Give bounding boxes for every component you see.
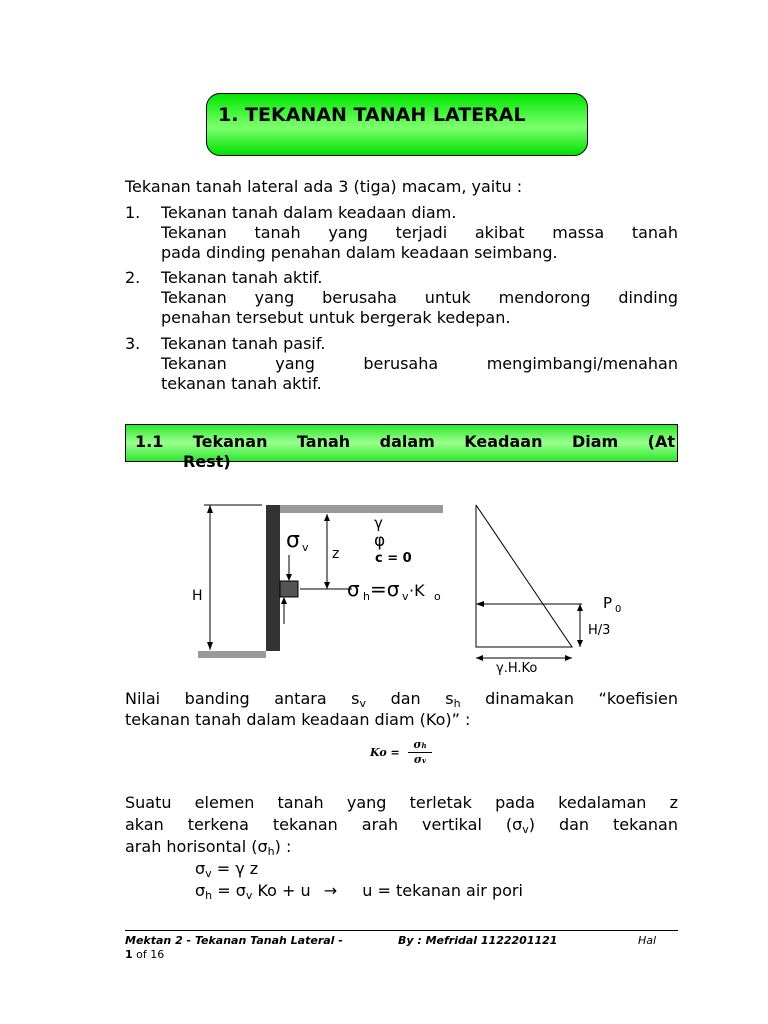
- arrow-icon: →: [323, 881, 338, 900]
- list-item-3: [125, 334, 678, 394]
- ratio-line-1: Nilai banding antara $s_v$ dan $s_h$ dinamakan “koefisien: [125, 689, 678, 710]
- retaining-wall: [266, 505, 280, 651]
- svg-text:=σ: =σ: [370, 577, 400, 601]
- equation-sigma-h: $\sigma_h = \sigma_v$ Ko + u → u = tekanan air pori: [195, 881, 523, 902]
- h3-label: H/3: [588, 623, 611, 638]
- svg-text:v: v: [302, 541, 309, 554]
- base-label: γ.H.Ko: [496, 661, 538, 676]
- h-label: H: [192, 588, 203, 604]
- list-desc: tekanan tanah aktif.: [161, 374, 322, 393]
- list-heading: Tekanan tanah dalam keadaan diam.: [161, 203, 457, 222]
- gamma-label: γ: [374, 514, 383, 532]
- intro-text: Tekanan tanah lateral ada 3 (tiga) macam, yaitu :: [125, 177, 523, 196]
- z-label: z: [332, 546, 340, 562]
- element-line-3: arah horisontal $(\sigma_h)$ :: [125, 837, 292, 858]
- section-heading-line1: 1.1 Tekanan Tanah dalam Keadaan Diam (At: [135, 432, 675, 451]
- footer-author: By : Mefridal 1122201121: [398, 934, 558, 947]
- cohesion-label: c = 0: [375, 551, 412, 566]
- footer-rule: [125, 930, 678, 931]
- list-desc: penahan tersebut untuk bergerak kedepan.: [161, 308, 511, 327]
- element-line-1: Suatu elemen tanah yang terletak pada kedalaman z: [125, 793, 678, 812]
- svg-text:0: 0: [615, 604, 622, 615]
- list-number: 3.: [125, 334, 141, 353]
- list-desc: Tekanan yang berusaha untuk mendorong dinding: [161, 288, 678, 307]
- svg-text:·K: ·K: [409, 581, 425, 600]
- ratio-line-2: tekanan tanah dalam keadaan diam (Ko)” :: [125, 710, 471, 729]
- list-desc: Tekanan yang berusaha mengimbangi/menahan: [161, 354, 678, 373]
- element-line-2: akan terkena tekanan arah vertikal $(\sigma_v)$ dan tekanan: [125, 815, 678, 836]
- list-number: 2.: [125, 268, 141, 287]
- lateral-pressure-figure: [180, 490, 650, 680]
- list-desc: pada dinding penahan dalam keadaan seimbang.: [161, 243, 558, 262]
- phi-label: φ: [374, 531, 386, 551]
- svg-text:σ: σ: [347, 577, 360, 601]
- sigma-v-symbol: σ: [286, 528, 300, 553]
- list-item-2: [125, 268, 678, 328]
- base-ground: [198, 651, 266, 658]
- list-item-1: [125, 203, 678, 263]
- section-heading-line2: Rest): [183, 452, 231, 471]
- footer-hal: Hal: [638, 934, 657, 947]
- list-desc: Tekanan tanah yang terjadi akibat massa tanah: [161, 223, 678, 242]
- p0-label: P: [603, 594, 613, 612]
- svg-text:h: h: [363, 590, 370, 603]
- list-number: 1.: [125, 203, 141, 222]
- svg-text:o: o: [434, 590, 441, 603]
- list-heading: Tekanan tanah aktif.: [161, 268, 323, 287]
- equation-sigma-v: $\sigma_v = \gamma$ z: [195, 859, 259, 880]
- page-title: 1. TEKANAN TANAH LATERAL: [218, 104, 526, 126]
- list-heading: Tekanan tanah pasif.: [161, 334, 326, 353]
- soil-element: [280, 581, 298, 597]
- svg-text:v: v: [402, 590, 409, 603]
- backfill-surface: [280, 505, 443, 513]
- pressure-diagram: [476, 505, 572, 647]
- footer-course: Mektan 2 - Tekanan Tanah Lateral -: [125, 934, 343, 947]
- horizontal-stress-equation: [347, 577, 441, 603]
- page-number: 1 of 16: [125, 948, 165, 961]
